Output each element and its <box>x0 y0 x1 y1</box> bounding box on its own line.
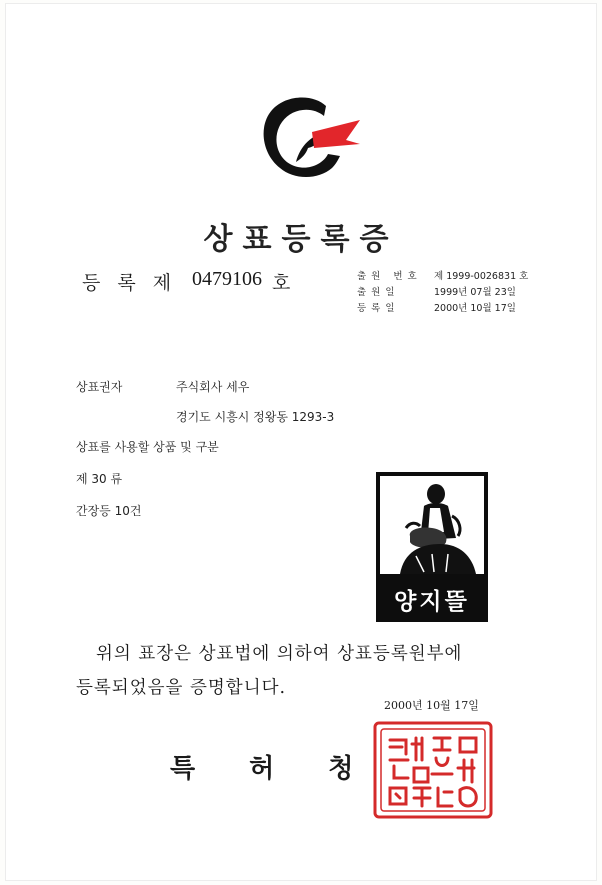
owner-name: 주식회사 세우 <box>176 380 250 394</box>
goods-items: 간장등 10건 <box>76 504 142 518</box>
registration-date-value: 2000년 10월 17일 <box>434 303 516 314</box>
government-emblem-logo <box>256 92 360 184</box>
goods-heading: 상표를 사용할 상품 및 구분 <box>76 440 219 454</box>
certification-statement <box>76 637 536 705</box>
trademark-image <box>376 472 488 622</box>
statement-line-1: 위의 표장은 상표법에 의하여 상표등록원부에 <box>96 644 463 664</box>
application-number-value: 제 1999-0026831 호 <box>434 271 529 282</box>
registration-number: 0479106 <box>192 268 262 290</box>
owner-address: 경기도 시흥시 정왕동 1293-3 <box>176 410 335 424</box>
owner-label: 상표권자 <box>76 380 123 394</box>
potter-illustration-icon <box>380 476 484 574</box>
registration-date-label: 등록일 <box>357 303 400 314</box>
registration-suffix: 호 <box>272 272 291 294</box>
issue-date: 2000년 10월 17일 <box>384 699 479 712</box>
application-number-label: 출원 번호 <box>357 271 422 282</box>
page-title: 상표등록증 <box>203 222 399 257</box>
registration-label: 등록제 <box>82 272 189 294</box>
trademark-text: 양지뜰 <box>394 589 470 615</box>
issuer-name: 특허청 <box>170 754 408 784</box>
application-date-value: 1999년 07월 23일 <box>434 287 516 298</box>
statement-line-2: 등록되었음을 증명합니다. <box>76 678 287 698</box>
application-date-label: 출원일 <box>357 287 400 298</box>
goods-class: 제 30 류 <box>76 472 123 486</box>
